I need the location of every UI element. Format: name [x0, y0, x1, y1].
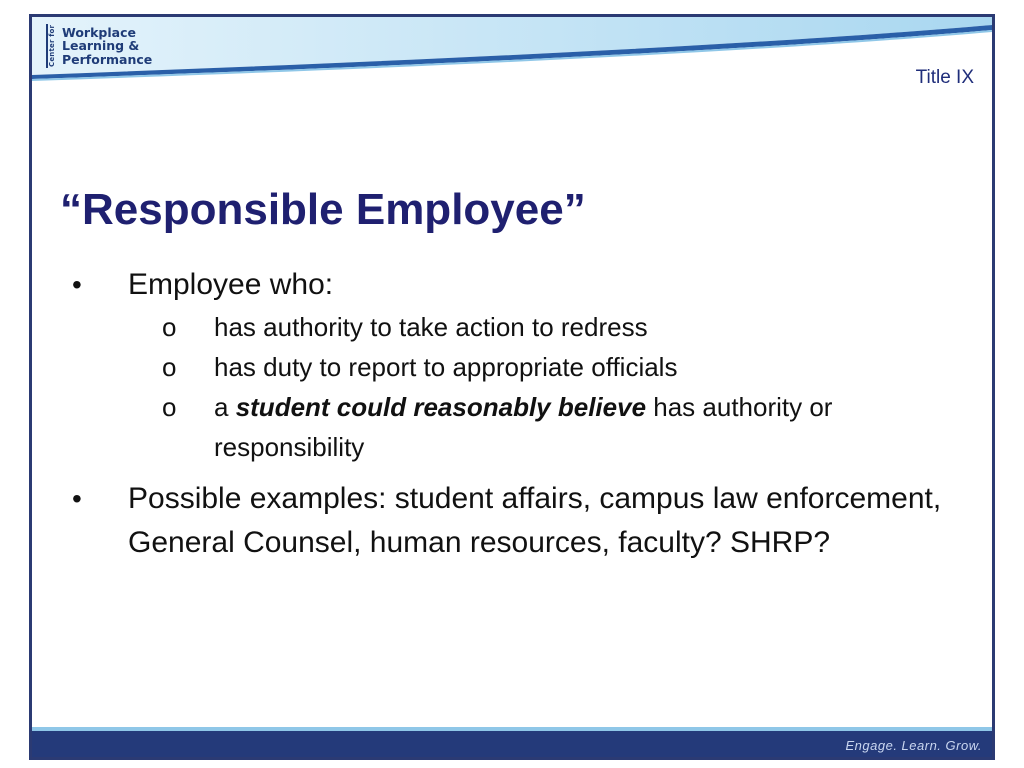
sub-bullet-item: [68, 387, 968, 467]
bullet-item: [68, 477, 968, 565]
sub-bullet-suffix: has authority or responsibility: [214, 392, 833, 462]
sub-bullet-item: [68, 347, 968, 387]
topic-label: Title IX: [915, 67, 974, 88]
slide-title: “Responsible Employee”: [60, 185, 586, 234]
sub-bullet-icon: o: [162, 392, 177, 422]
bullet-icon: •: [72, 269, 82, 300]
slide-content: [68, 263, 968, 565]
logo-line: Learning &: [62, 38, 140, 54]
logo-side-text: Center for: [48, 24, 56, 68]
sub-bullet-icon: o: [162, 352, 177, 382]
footer-tagline: Engage. Learn. Grow.: [845, 738, 982, 753]
bullet-icon: •: [72, 483, 82, 514]
sub-bullet-prefix: a: [214, 392, 236, 422]
sub-bullet-icon: o: [162, 312, 177, 342]
logo-line: Workplace: [62, 24, 136, 40]
bullet-text: Employee who:: [128, 268, 334, 301]
bullet-item: [68, 263, 968, 307]
bullet-text: Possible examples: student affairs, campus law enforcement, General Counsel, human resources, faculty? SHRP?: [128, 482, 942, 559]
header-band: [32, 17, 992, 87]
sub-bullet-item: [68, 307, 968, 347]
logo-text: [62, 26, 152, 67]
sub-bullet-text: has authority to take action to redress: [214, 312, 648, 342]
sub-bullet-text: has duty to report to appropriate officials: [214, 352, 678, 382]
sub-bullet-emphasis: student could reasonably believe: [235, 392, 647, 422]
logo-line: Performance: [62, 51, 153, 67]
logo: [46, 22, 152, 70]
slide-frame: [29, 14, 995, 760]
